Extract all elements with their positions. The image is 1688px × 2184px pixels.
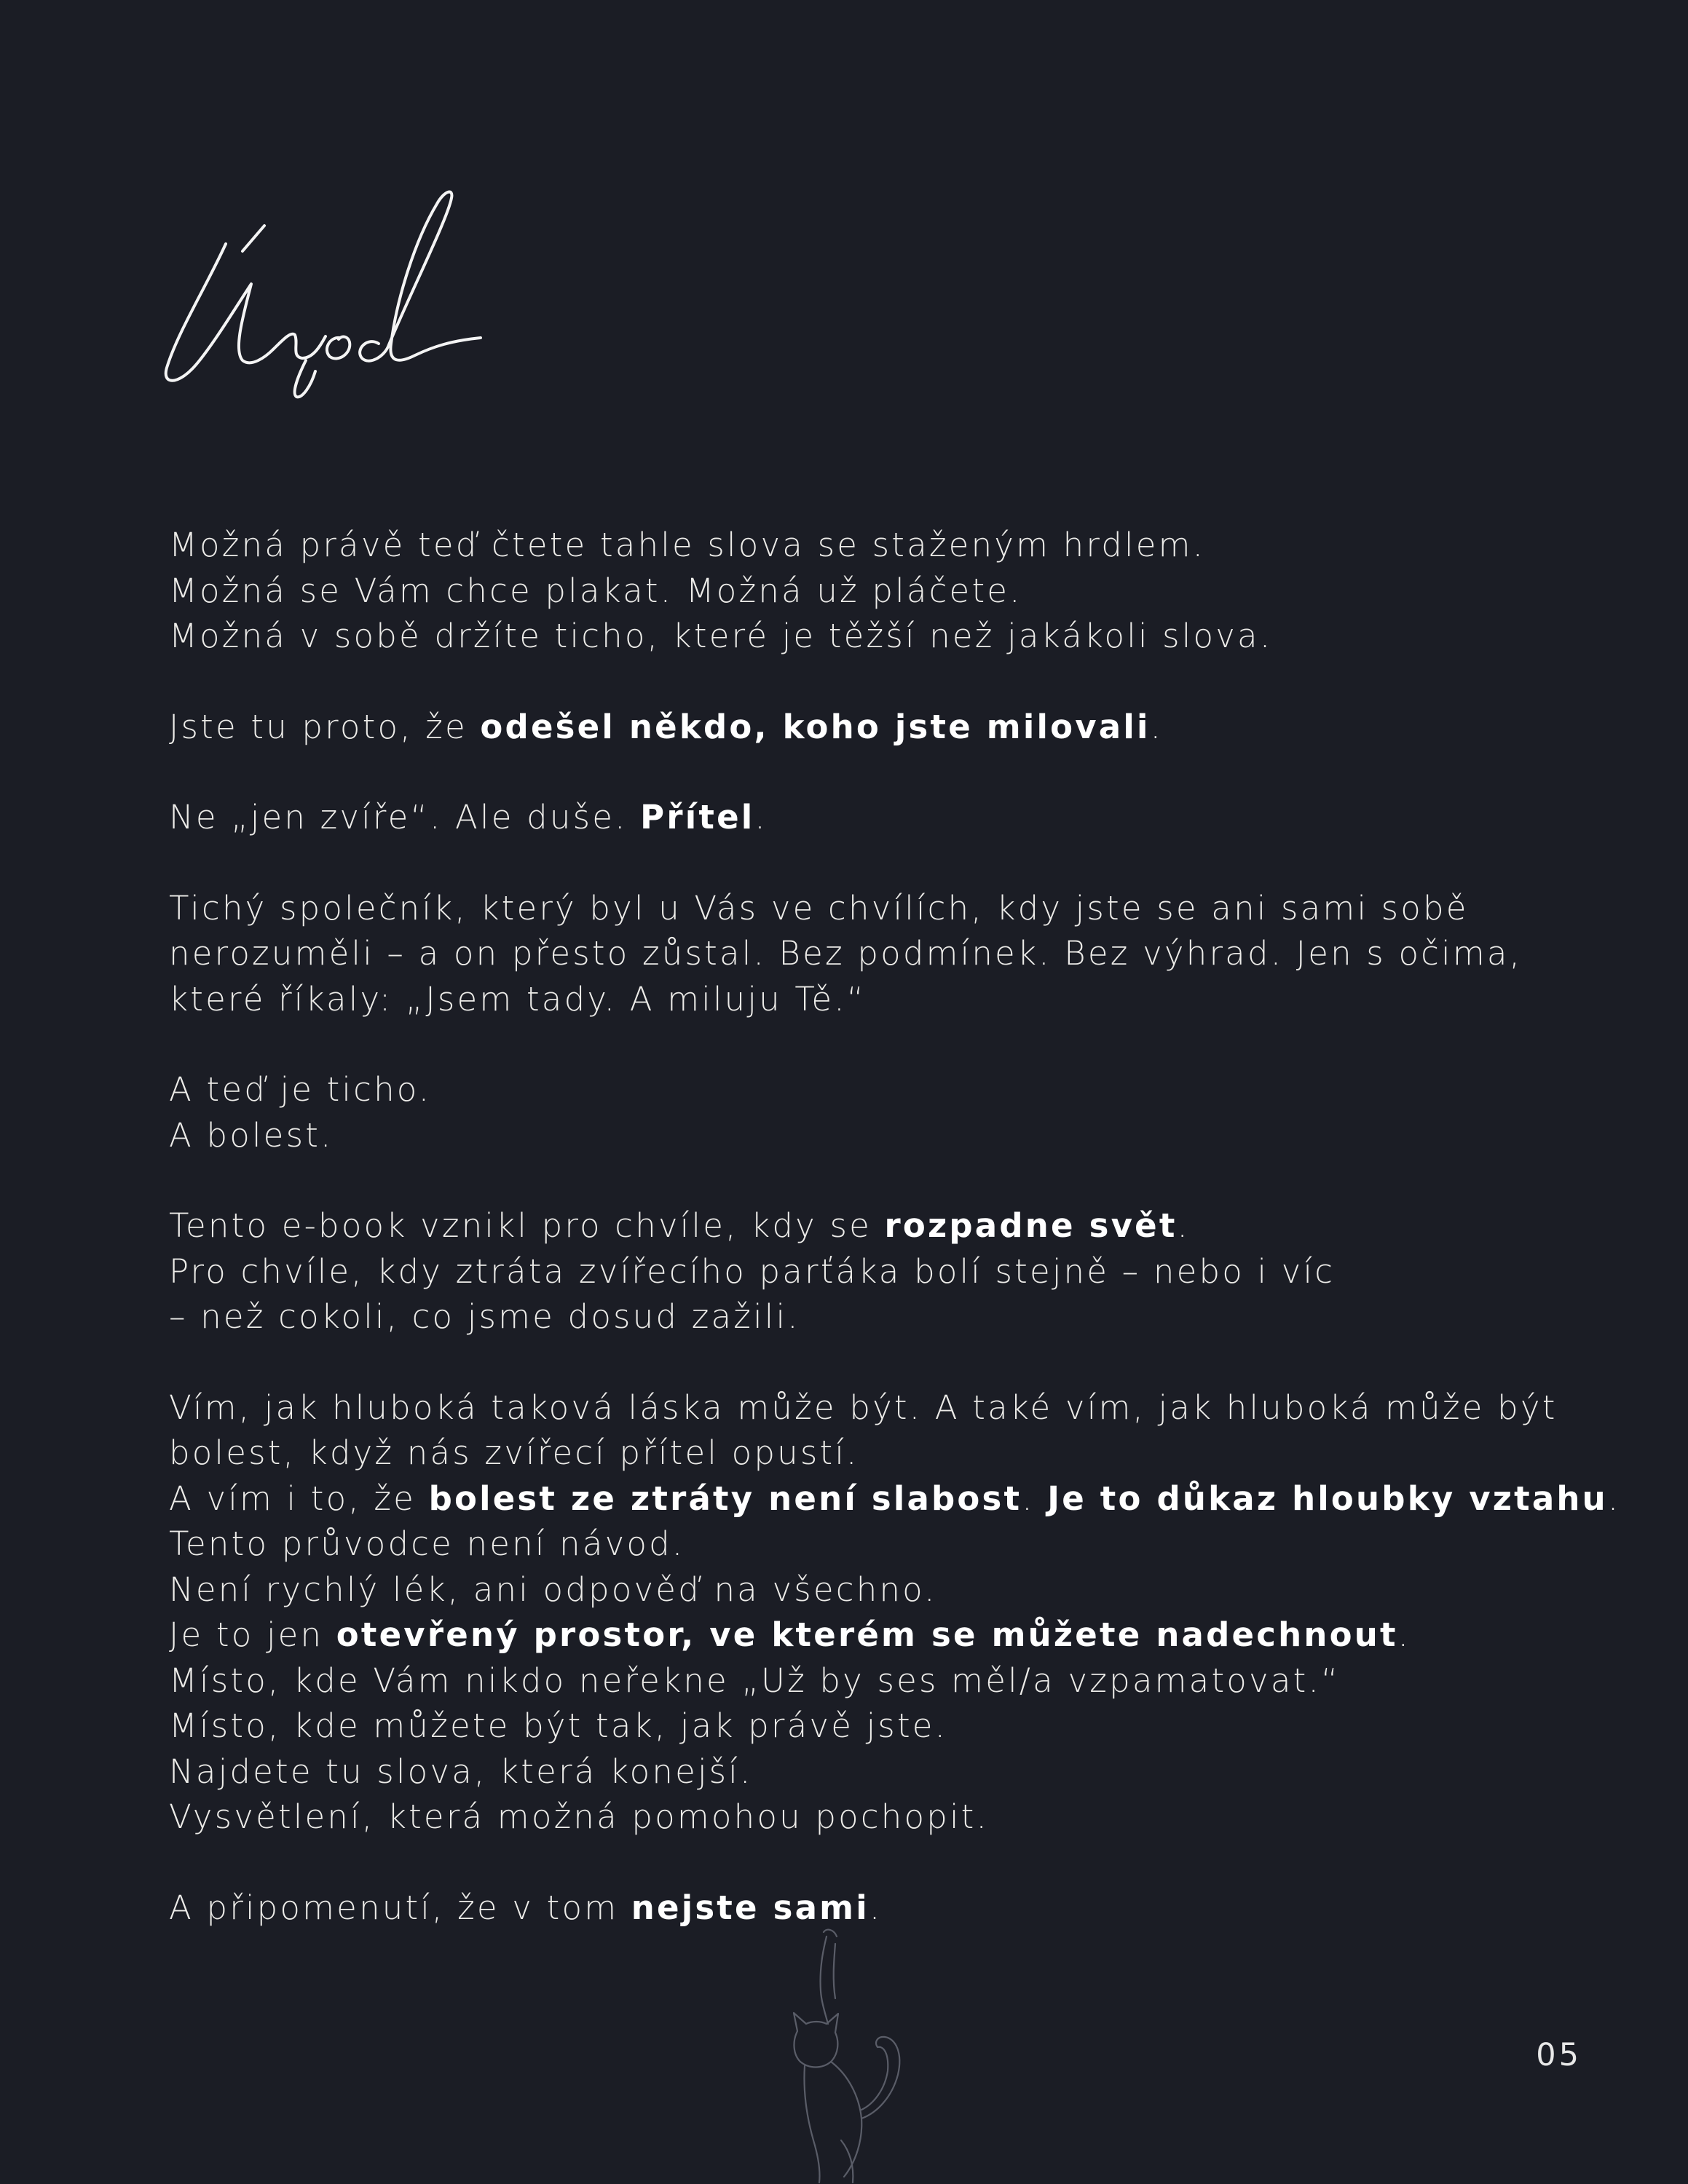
text-segment: Vysvětlení, která možná pomohou pochopit. <box>169 1797 990 1836</box>
text-line <box>169 1113 1596 1159</box>
paragraph <box>169 1067 1596 1158</box>
text-line <box>169 1476 1621 1522</box>
text-segment: Najdete tu slova, která konejší. <box>169 1752 753 1791</box>
text-segment: Tento e-book vznikl pro chvíle, kdy se <box>169 1206 885 1245</box>
text-line <box>169 795 1596 841</box>
text-line <box>169 1749 1596 1795</box>
emphasis-text: odešel někdo, koho jste milovali <box>480 707 1151 746</box>
text-line <box>169 1067 1596 1113</box>
paragraph <box>169 1385 1621 1840</box>
text-segment: A vím i to, že <box>169 1479 429 1518</box>
paragraph <box>169 523 1596 660</box>
text-line <box>169 931 1596 977</box>
text-segment: Pro chvíle, kdy ztráta zvířecího parťáka bolí stejně – nebo i víc <box>169 1251 1336 1291</box>
text-line <box>169 1567 1596 1613</box>
paragraph <box>169 886 1596 1023</box>
text-line <box>169 1294 1596 1340</box>
text-line <box>169 1704 1596 1749</box>
text-segment: bolest, když nás zvířecí přítel opustí. <box>169 1433 859 1472</box>
text-segment: Je to jen <box>169 1615 336 1654</box>
text-line <box>169 1613 1596 1658</box>
text-line <box>169 1522 1596 1567</box>
emphasis-text: bolest ze ztráty není slabost <box>428 1479 1022 1518</box>
text-line <box>169 1431 1596 1476</box>
paragraph <box>169 795 1596 841</box>
text-segment: Tichý společník, který byl u Vás ve chvílích, kdy jste se ani sami sobě <box>169 888 1469 927</box>
text-segment: . <box>869 1888 883 1927</box>
page-number: 05 <box>1536 2037 1582 2073</box>
text-segment: Není rychlý lék, ani odpověď na všechno. <box>169 1570 937 1609</box>
text-segment: nerozuměli – a on přesto zůstal. Bez podmínek. Bez výhrad. Jen s očima, <box>169 934 1523 973</box>
emphasis-text: otevřený prostor, ve kterém se můžete nadechnout <box>336 1615 1398 1654</box>
text-segment: Vím, jak hluboká taková láska může být. A také vím, jak hluboká může být <box>169 1388 1558 1427</box>
text-segment: Jste tu proto, že <box>169 707 481 746</box>
text-segment: Možná právě teď čtete tahle slova se staženým hrdlem. <box>169 526 1206 564</box>
text-line <box>169 523 1596 569</box>
paragraph <box>169 705 1596 751</box>
text-segment: . <box>1177 1206 1191 1245</box>
text-segment: – než cokoli, co jsme dosud zažili. <box>169 1297 800 1336</box>
text-line <box>169 569 1596 614</box>
text-line <box>169 1385 1596 1431</box>
text-line <box>169 1249 1596 1295</box>
emphasis-text: rozpadne svět <box>884 1206 1178 1245</box>
text-segment: A bolest. <box>169 1115 334 1155</box>
text-segment: Možná se Vám chce plakat. Možná už pláčete. <box>169 571 1022 610</box>
text-line <box>169 614 1596 660</box>
text-segment: . <box>1397 1615 1411 1654</box>
text-segment: . <box>1607 1479 1621 1518</box>
text-segment: které říkaly: „Jsem tady. A miluju Tě.“ <box>169 979 867 1018</box>
emphasis-text: nejste sami <box>631 1888 869 1927</box>
text-segment: Místo, kde Vám nikdo neřekne „Už by ses měl/a vzpamatovat.“ <box>169 1661 1341 1700</box>
text-segment: Možná v sobě držíte ticho, které je těžší než jakákoli slova. <box>169 617 1273 655</box>
text-segment: A připomenutí, že v tom <box>169 1888 631 1927</box>
text-segment: . <box>1022 1479 1048 1518</box>
paragraph <box>169 1203 1596 1340</box>
cat-outline-icon <box>768 1922 987 2184</box>
body-text <box>169 523 1621 1976</box>
text-line <box>169 977 1596 1023</box>
text-line <box>169 705 1596 751</box>
page-title <box>157 175 593 415</box>
emphasis-text: Je to důkaz hloubky vztahu <box>1047 1479 1608 1518</box>
text-segment: . <box>754 798 768 836</box>
text-line <box>169 886 1596 932</box>
text-line <box>169 1203 1596 1249</box>
text-segment: Tento průvodce není návod. <box>169 1524 685 1563</box>
emphasis-text: Přítel <box>640 798 755 836</box>
text-line <box>169 1658 1596 1704</box>
text-segment: Ne „jen zvíře“. Ale duše. <box>169 798 641 836</box>
handwritten-title-art <box>157 175 593 415</box>
text-segment: A teď je ticho. <box>169 1070 432 1109</box>
text-segment: . <box>1150 707 1164 746</box>
text-line <box>169 1795 1596 1840</box>
text-segment: Místo, kde můžete být tak, jak právě jste. <box>169 1706 948 1745</box>
